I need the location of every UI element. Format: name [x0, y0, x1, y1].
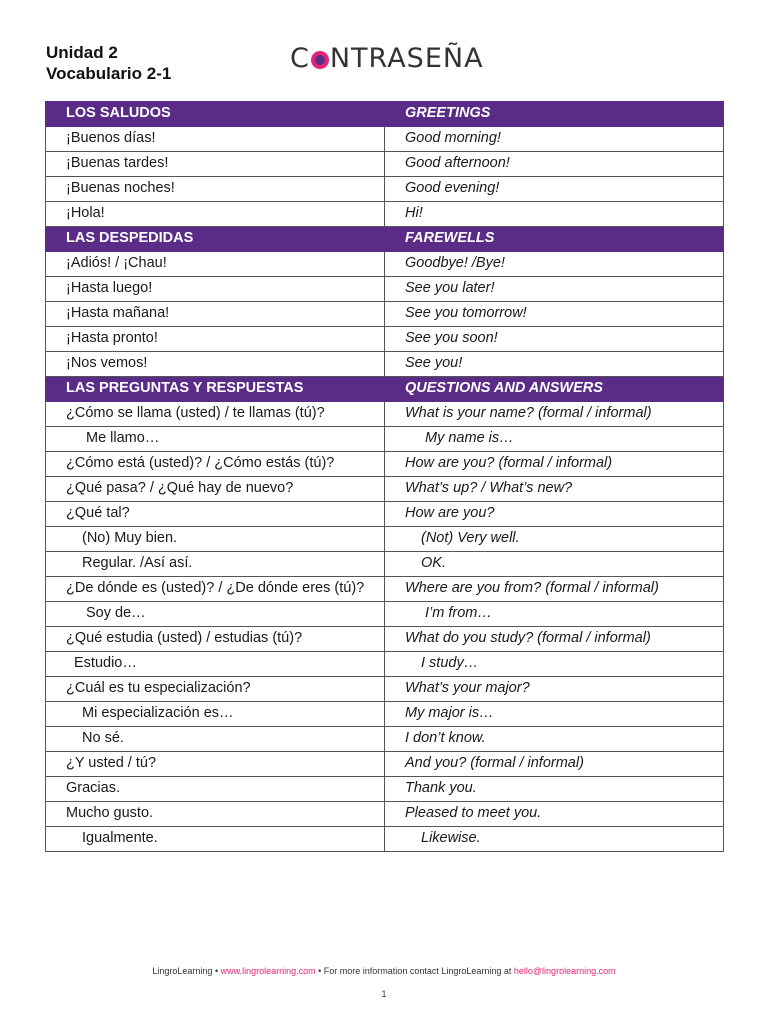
footer-website-link[interactable]: www.lingrolearning.com — [220, 966, 316, 976]
english-translation: What’s up? / What’s new? — [385, 477, 724, 502]
english-translation: Good evening! — [385, 177, 724, 202]
english-translation: I’m from… — [385, 602, 724, 627]
section-header-row — [46, 227, 724, 252]
english-translation: Hi! — [385, 202, 724, 227]
spanish-phrase: ¡Hasta luego! — [46, 277, 385, 302]
spanish-phrase: Igualmente. — [46, 827, 385, 852]
table-row — [46, 202, 724, 227]
footer — [0, 966, 768, 976]
english-translation: See you soon! — [385, 327, 724, 352]
spanish-phrase: Mucho gusto. — [46, 802, 385, 827]
spanish-phrase: ¡Buenas noches! — [46, 177, 385, 202]
spanish-phrase: ¿Cómo se llama (usted) / te llamas (tú)? — [46, 402, 385, 427]
table-row — [46, 752, 724, 777]
english-translation: I study… — [385, 652, 724, 677]
english-translation: Good morning! — [385, 127, 724, 152]
logo-o-icon — [311, 51, 329, 69]
section-title-spanish: LAS DESPEDIDAS — [46, 227, 385, 252]
table-row — [46, 327, 724, 352]
spanish-phrase: ¿Qué pasa? / ¿Qué hay de nuevo? — [46, 477, 385, 502]
footer-contact-text: • For more information contact LingroLearning at — [315, 966, 514, 976]
english-translation: See you later! — [385, 277, 724, 302]
spanish-phrase: ¿Qué tal? — [46, 502, 385, 527]
table-row — [46, 727, 724, 752]
table-row — [46, 802, 724, 827]
english-translation: My major is… — [385, 702, 724, 727]
english-translation: Good afternoon! — [385, 152, 724, 177]
spanish-phrase: ¿Qué estudia (usted) / estudias (tú)? — [46, 627, 385, 652]
spanish-phrase: ¿Y usted / tú? — [46, 752, 385, 777]
table-row — [46, 452, 724, 477]
section-header-row — [46, 377, 724, 402]
spanish-phrase: ¡Adiós! / ¡Chau! — [46, 252, 385, 277]
english-translation: Goodbye! /Bye! — [385, 252, 724, 277]
spanish-phrase: Mi especialización es… — [46, 702, 385, 727]
table-row — [46, 552, 724, 577]
spanish-phrase: ¿Cuál es tu especialización? — [46, 677, 385, 702]
english-translation: OK. — [385, 552, 724, 577]
footer-email-link[interactable]: hello@lingrolearning.com — [513, 966, 616, 976]
section-header-row — [46, 102, 724, 127]
english-translation: Pleased to meet you. — [385, 802, 724, 827]
section-title-english: FAREWELLS — [385, 227, 724, 252]
unit-title: Unidad 2 — [46, 43, 118, 62]
english-translation: What is your name? (formal / informal) — [385, 402, 724, 427]
vocabulary-table-body — [46, 102, 724, 852]
table-row — [46, 302, 724, 327]
spanish-phrase: No sé. — [46, 727, 385, 752]
spanish-phrase: Me llamo… — [46, 427, 385, 452]
table-row — [46, 827, 724, 852]
vocab-title: Vocabulario 2-1 — [46, 64, 172, 83]
table-row — [46, 577, 724, 602]
table-row — [46, 652, 724, 677]
section-title-spanish: LOS SALUDOS — [46, 102, 385, 127]
table-row — [46, 427, 724, 452]
english-translation: I don’t know. — [385, 727, 724, 752]
english-translation: Thank you. — [385, 777, 724, 802]
spanish-phrase: ¡Hola! — [46, 202, 385, 227]
spanish-phrase: Estudio… — [46, 652, 385, 677]
english-translation: And you? (formal / informal) — [385, 752, 724, 777]
table-row — [46, 402, 724, 427]
spanish-phrase: ¡Buenos días! — [46, 127, 385, 152]
spanish-phrase: Regular. /Así así. — [46, 552, 385, 577]
logo-text-start: C — [290, 43, 310, 74]
table-row — [46, 602, 724, 627]
english-translation: How are you? (formal / informal) — [385, 452, 724, 477]
english-translation: (Not) Very well. — [385, 527, 724, 552]
spanish-phrase: (No) Muy bien. — [46, 527, 385, 552]
english-translation: What do you study? (formal / informal) — [385, 627, 724, 652]
table-row — [46, 627, 724, 652]
table-row — [46, 702, 724, 727]
table-row — [46, 177, 724, 202]
section-title-english: QUESTIONS AND ANSWERS — [385, 377, 724, 402]
spanish-phrase: ¡Nos vemos! — [46, 352, 385, 377]
english-translation: See you tomorrow! — [385, 302, 724, 327]
english-translation: Where are you from? (formal / informal) — [385, 577, 724, 602]
table-row — [46, 277, 724, 302]
table-row — [46, 477, 724, 502]
section-title-spanish: LAS PREGUNTAS Y RESPUESTAS — [46, 377, 385, 402]
footer-brand: LingroLearning • — [152, 966, 221, 976]
table-row — [46, 677, 724, 702]
english-translation: What’s your major? — [385, 677, 724, 702]
spanish-phrase: Gracias. — [46, 777, 385, 802]
table-row — [46, 152, 724, 177]
table-row — [46, 352, 724, 377]
section-title-english: GREETINGS — [385, 102, 724, 127]
english-translation: My name is… — [385, 427, 724, 452]
table-row — [46, 502, 724, 527]
document-header — [46, 42, 171, 84]
spanish-phrase: ¿De dónde es (usted)? / ¿De dónde eres (tú)? — [46, 577, 385, 602]
table-row — [46, 252, 724, 277]
english-translation: Likewise. — [385, 827, 724, 852]
contrasena-logo — [290, 42, 484, 76]
table-row — [46, 527, 724, 552]
logo-text-end: NTRASEÑA — [329, 43, 484, 74]
table-row — [46, 777, 724, 802]
table-row — [46, 127, 724, 152]
spanish-phrase: Soy de… — [46, 602, 385, 627]
spanish-phrase: ¡Buenas tardes! — [46, 152, 385, 177]
page-number: 1 — [381, 989, 387, 999]
spanish-phrase: ¡Hasta pronto! — [46, 327, 385, 352]
vocabulary-table — [45, 101, 724, 852]
spanish-phrase: ¡Hasta mañana! — [46, 302, 385, 327]
english-translation: See you! — [385, 352, 724, 377]
english-translation: How are you? — [385, 502, 724, 527]
spanish-phrase: ¿Cómo está (usted)? / ¿Cómo estás (tú)? — [46, 452, 385, 477]
